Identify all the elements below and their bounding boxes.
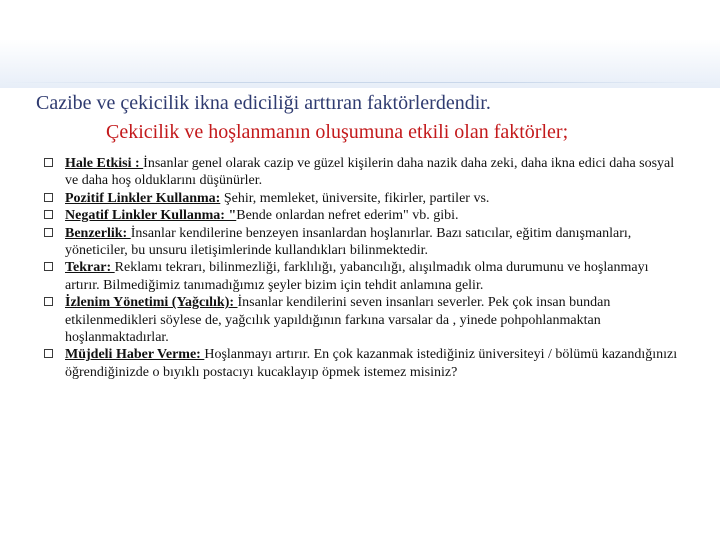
checkbox-bullet-icon — [44, 228, 53, 237]
item-text: Reklamı tekrarı, bilinmezliği, farklılığı, yabancılığı, alışılmadık olma durumunu ve hoşlanmayı artırır. Bilmediğimiz tanımadığımız şeyler bizim için tehdit anlamına gelir. — [65, 260, 649, 293]
item-text: Şehir, memleket, üniversite, fikirler, partiler vs. — [220, 190, 490, 206]
item-lead: Tekrar: — [65, 260, 115, 276]
item-text: İnsanlar kendilerine benzeyen insanlardan hoşlanırlar. Bazı satıcılar, eğitim danışmanları, yöneticiler, bu unsuru iletişimlerinde kullandıkları bilinmektedir. — [65, 225, 632, 259]
checkbox-bullet-icon — [44, 262, 53, 271]
factor-list — [44, 155, 684, 381]
item-lead: İzlenim Yönetimi (Yağcılık): — [65, 295, 238, 311]
slide-title: Cazibe ve çekicilik ikna ediciliği arttıran faktörlerdendir. — [36, 92, 491, 114]
item-lead: Benzerlik: — [65, 225, 131, 241]
list-item-mujdeli-haber — [44, 346, 684, 381]
item-lead: Pozitif Linkler Kullanma: — [65, 190, 221, 206]
list-item-hale-etkisi — [44, 155, 684, 190]
list-item-pozitif-linkler — [44, 190, 684, 207]
item-lead: Negatif Linkler Kullanma: " — [65, 208, 237, 224]
title-background-band — [0, 0, 720, 88]
list-item-negatif-linkler — [44, 207, 684, 224]
checkbox-bullet-icon — [44, 349, 53, 358]
item-text: İnsanlar kendilerini seven insanları severler. Pek çok insan bundan etkilenmedikleri söylese de, yağcılık yapıldığının farkına varsalar da , yinede pohpohlanmaktan hoşlanmaktadırlar. — [65, 295, 611, 346]
list-item-tekrar — [44, 259, 684, 294]
list-item-benzerlik — [44, 225, 684, 260]
slide-subtitle: Çekicilik ve hoşlanmanın oluşumuna etkili olan faktörler; — [106, 121, 569, 143]
title-divider — [0, 82, 720, 83]
checkbox-bullet-icon — [44, 210, 53, 219]
checkbox-bullet-icon — [44, 158, 53, 167]
item-text: Bende onlardan nefret ederim" vb. gibi. — [236, 208, 459, 224]
item-lead: Müjdeli Haber Verme: — [65, 347, 205, 363]
item-text: Hoşlanmayı artırır. En çok kazanmak istediğiniz üniversiteyi / bölümü kazandığınızı öğrendiğinizde o bıyıklı postacıyı kucaklayıp öpmek istemez misiniz? — [65, 347, 678, 380]
checkbox-bullet-icon — [44, 297, 53, 306]
item-text: İnsanlar genel olarak cazip ve güzel kişilerin daha nazik daha zeki, daha ikna edici daha sosyal ve daha hoş olduklarını düşünürler. — [65, 156, 675, 189]
list-item-izlenim-yonetimi — [44, 294, 684, 346]
item-lead: Hale Etkisi : — [65, 156, 144, 171]
checkbox-bullet-icon — [44, 193, 53, 202]
